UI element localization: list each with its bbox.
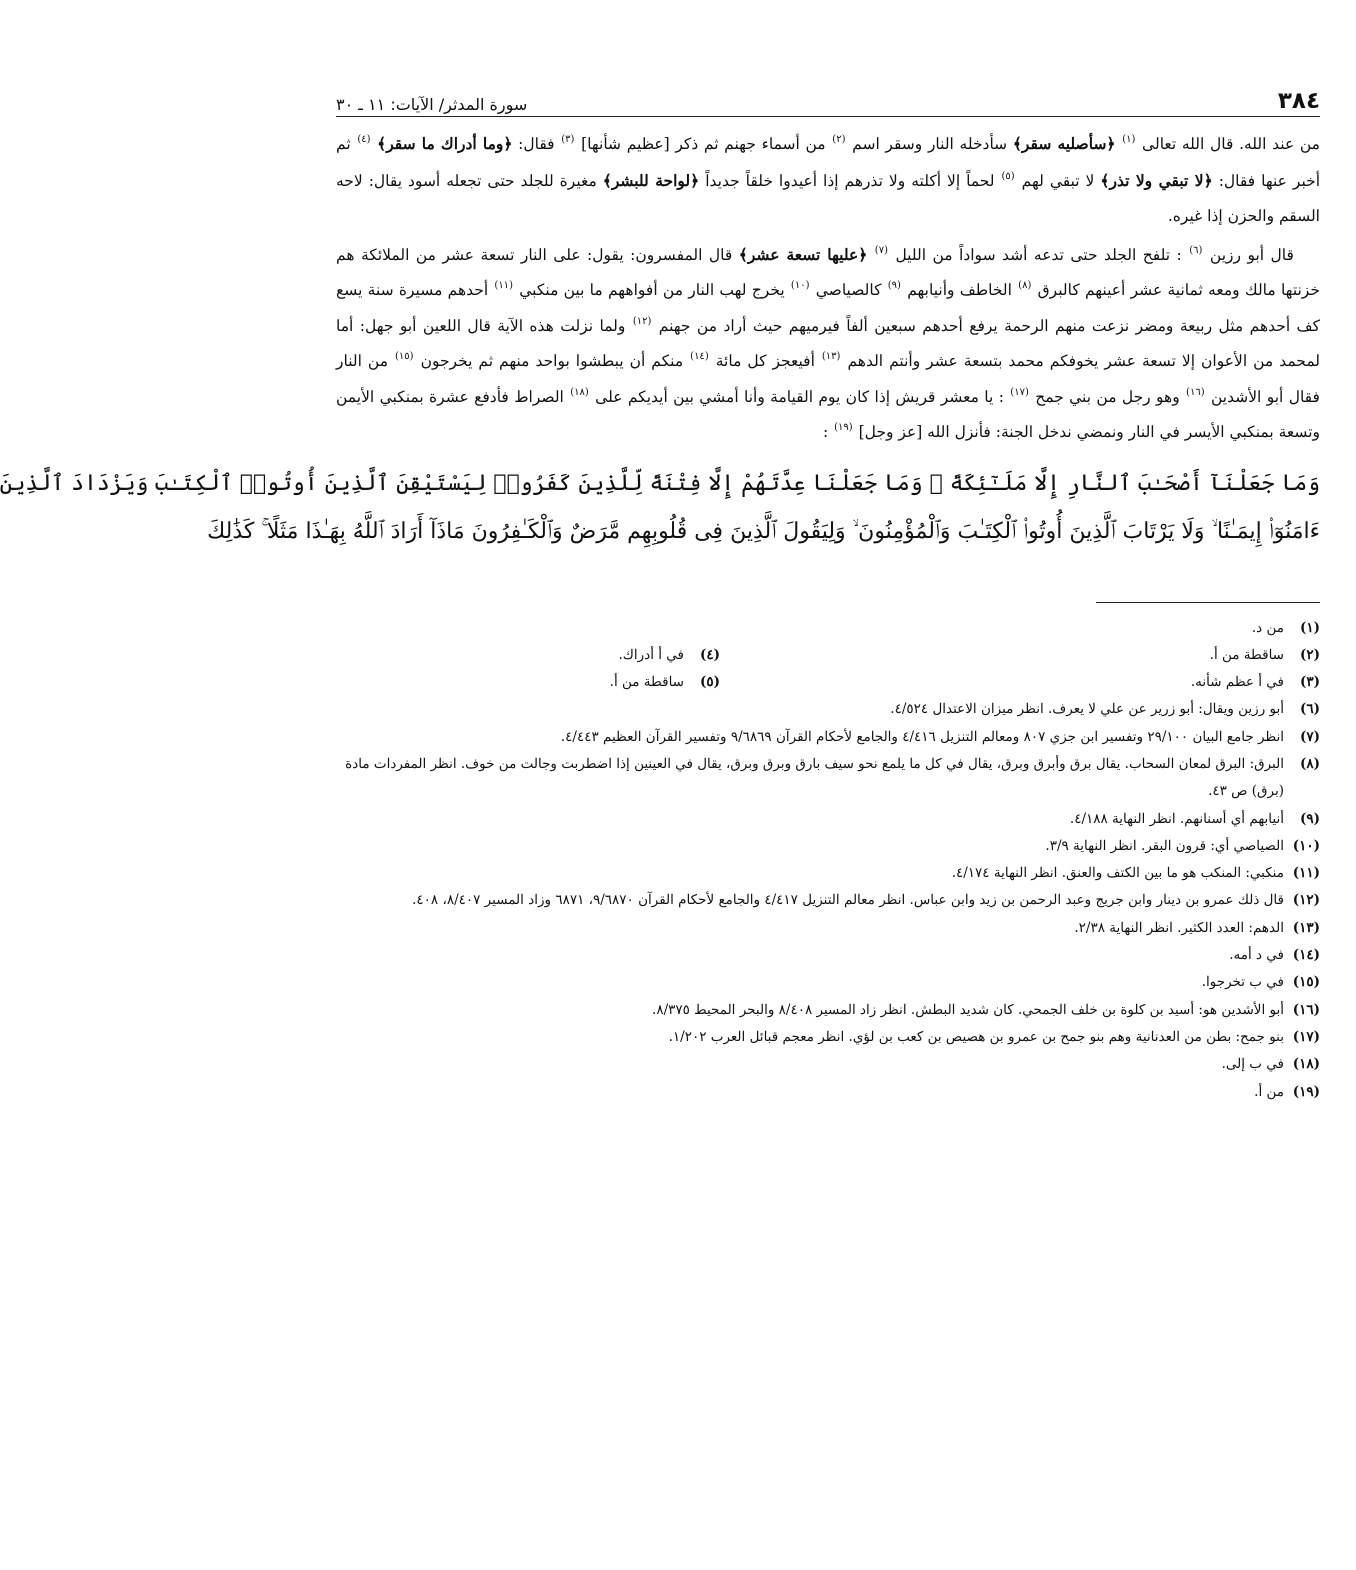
footnote-pair — [336, 642, 1320, 669]
running-header — [336, 84, 1320, 114]
footnote — [336, 942, 1320, 969]
footnote-ref[interactable]: (٤) — [357, 134, 371, 145]
footnote-rule — [1096, 602, 1320, 603]
footnote — [336, 806, 1320, 833]
footnote — [336, 751, 1320, 806]
footnote-number: (١) — [1299, 619, 1320, 636]
footnote-text: الدهم: العدد الكثير. انظر النهاية ٢/٣٨. — [1074, 919, 1284, 936]
footnote-text: ساقطة من أ. — [609, 674, 684, 691]
text-span: ثم أخبر عنها فقال: — [336, 135, 1321, 190]
footnote-list — [336, 696, 1320, 1105]
footnote — [720, 669, 1320, 696]
footnote — [336, 887, 1320, 914]
footnote-text: أنيابهم أي أسنانهم. انظر النهاية ٤/١٨٨. — [1069, 810, 1284, 827]
footnote-number: (١٠) — [1292, 837, 1320, 854]
footnote-text: منكبي: المنكب هو ما بين الكتف والعنق. انظر النهاية ٤/١٧٤. — [951, 865, 1284, 882]
footnote-text: أبو الأشدين هو: أسيد بن كلوة بن خلف الجمحي. كان شديد البطش. انظر زاد المسير ٨/٤٠٨ والبحر المحيط ٨/٣٧٥. — [652, 1001, 1284, 1018]
quran-verse — [0, 460, 1320, 556]
footnotes — [336, 615, 1320, 1106]
footnote-ref[interactable]: (١١) — [494, 280, 513, 291]
quran-line-1: وَمَا جَعَلْنَآ أَصْحَـٰبَ ٱلنَّارِ إِلَّا مَلَـٰٓئِكَةً ۙ وَمَا جَعَلْنَا عِدَّتَهُمْ إِلَّا فِتْنَةً لِّلَّذِينَ كَفَرُوا۟ لِيَسْتَيْقِنَ ٱلَّذِينَ أُوتُوا۟ ٱلْكِتَـٰبَ وَيَزْدَادَ ٱلَّذِينَ — [0, 470, 1320, 496]
text-span: الصراط فأدفع عشرة بمنكبي الأيمن وتسعة بمنكبي الأيسر في النار ونمضي ندخل الجنة: فأنزل الله [عز وجل] — [336, 387, 1320, 441]
running-title: سورة المدثر/ الآيات: ١١ ـ ٣٠ — [336, 95, 528, 114]
quran-quote: ﴿وما أدراك ما سقر﴾ — [377, 134, 513, 153]
footnote-number: (١٥) — [1292, 974, 1320, 991]
footnote-ref[interactable]: (١) — [1122, 134, 1136, 145]
footnote-number: (١٧) — [1292, 1028, 1320, 1045]
text-span: مغيرة للجلد حتى تجعله أسود يقال: لاحه السقم والحزن إذا غيره. — [336, 171, 1320, 225]
quran-quote: ﴿لا تبقي ولا تذر﴾ — [1100, 170, 1213, 190]
footnote-ref[interactable]: (٧) — [874, 244, 888, 256]
footnote-ref[interactable]: (١٥) — [395, 351, 414, 362]
quran-quote: ﴿لواحة للبشر﴾ — [602, 170, 700, 190]
text-span: الخاطف وأنيابهم — [907, 281, 1012, 299]
footnote — [336, 615, 1320, 642]
text-span: قال المفسرون: يقول: على النار تسعة عشر من الملائكة هم خزنتها مالك ومعه ثمانية عشر أعينهم كالبرق — [336, 245, 1320, 299]
footnote — [336, 833, 1320, 860]
footnote — [336, 969, 1320, 996]
text-span: أحدهم مسيرة سنة يسع كف أحدهم مثل ربيعة ومضر نزعت منهم الرحمة يرفع أحدهم سبعين ألفاً فيرميهم حيث أراد من جهنم — [336, 281, 1320, 335]
footnote-ref[interactable]: (٢) — [832, 134, 846, 145]
footnote-number: (١٤) — [1292, 947, 1320, 964]
footnote-number: (٦) — [1299, 701, 1320, 718]
footnote-number: (٩) — [1299, 810, 1320, 827]
footnote — [336, 642, 720, 669]
header-rule — [336, 116, 1320, 117]
footnote-text: قال ذلك عمرو بن دينار وابن جريج وعبد الرحمن بن زيد وابن عباس. انظر معالم التنزيل ٤/٤١٧ والجامع لأحكام القرآن ٩/٦٨٧٠، ٦٨٧١ وزاد المسير ٨/٤٠٧، ٤٠٨. — [412, 892, 1284, 909]
footnote — [720, 642, 1320, 669]
footnote-ref[interactable]: (١٢) — [632, 315, 652, 327]
footnote-ref[interactable]: (١٤) — [690, 351, 709, 362]
text-span: يخرج لهب النار من أفواههم ما بين منكبي — [519, 281, 785, 299]
paragraph-2 — [336, 238, 1320, 452]
footnote-ref[interactable]: (١٠) — [790, 280, 810, 291]
footnote-number: (١٢) — [1292, 892, 1320, 909]
footnote-text: بنو جمح: بطن من العدنانية وهم بنو جمح بن عمرو بن هصيص بن كعب بن لؤي. انظر معجم قبائل العرب ١/٢٠٢. — [668, 1028, 1284, 1045]
footnote-text: في ب إلى. — [1221, 1056, 1284, 1073]
quran-line-2: ءَامَنُوٓا۟ إِيمَـٰنًا ۙ وَلَا يَرْتَابَ ٱلَّذِينَ أُوتُوا۟ ٱلْكِتَـٰبَ وَٱلْمُؤْمِنُونَ ۙ وَلِيَقُولَ ٱلَّذِينَ فِى قُلُوبِهِم مَّرَضٌ وَٱلْكَـٰفِرُونَ مَاذَآ أَرَادَ ٱللَّهُ بِهَـٰذَا مَثَلًا ۚ كَذَٰلِكَ — [207, 518, 1320, 544]
footnote-text: الصياصي أي: قرون البقر. انظر النهاية ٣/٩. — [1045, 837, 1284, 854]
footnote — [336, 860, 1320, 887]
text-span: لا تبقي لهم — [1021, 171, 1095, 190]
footnote-text: في ب تخرجوا. — [1201, 974, 1284, 991]
text-span: لحماً إلا أكلته ولا تذرهم إذا أعيدوا خلقاً جديداً — [705, 171, 995, 190]
footnote-number: (١٨) — [1292, 1056, 1320, 1073]
footnote-number: (١٩) — [1292, 1083, 1320, 1100]
text-span: ولما نزلت هذه الآية قال اللعين أبو جهل: أما لمحمد من الأعوان إلا تسعة عشر يخوفكم محمد بتسعة عشر وأنتم الدهم — [336, 316, 1320, 370]
text-span: : — [822, 423, 829, 441]
text-span: : يا معشر قريش إذا كان يوم القيامة وأنا أمشي بين أيديكم على — [595, 387, 1004, 406]
text-span: كالصياصي — [815, 281, 882, 299]
main-text — [336, 127, 1320, 452]
footnote-number: (٢) — [1299, 646, 1320, 663]
footnote-text: في د أمه. — [1229, 947, 1284, 964]
quran-quote: ﴿سأصليه سقر﴾ — [1012, 134, 1116, 153]
footnote-number: (١٣) — [1292, 919, 1320, 936]
footnote — [336, 1079, 1320, 1106]
footnote-text: ساقطة من أ. — [1209, 646, 1284, 663]
footnote-number: (٧) — [1299, 728, 1320, 745]
text-span: سأدخله النار وسقر اسم — [852, 135, 1008, 153]
footnote-ref[interactable]: (٥) — [1001, 170, 1015, 182]
footnote-ref[interactable]: (١٩) — [834, 422, 853, 433]
footnote-text: من د. — [1251, 619, 1284, 636]
footnote-ref[interactable]: (٦) — [1189, 244, 1203, 256]
text-span: من النار فقال أبو الأشدين — [336, 352, 1320, 406]
footnote-ref[interactable]: (٩) — [887, 280, 901, 291]
footnote-text: في أ عظم شأنه. — [1190, 674, 1284, 691]
footnote-text: في أ أدراك. — [618, 646, 684, 663]
footnote-number: (٣) — [1299, 674, 1320, 691]
text-span: : تلفح الجلد حتى تدعه أشد سواداً من الليل — [895, 245, 1182, 264]
footnote-ref[interactable]: (١٨) — [570, 386, 589, 398]
footnote-text: انظر جامع البيان ٢٩/١٠٠ وتفسير ابن جزي ٨٠٧ ومعالم التنزيل ٤/٤١٦ والجامع لأحكام القرآن ٩/٦٨٦٩ وتفسير القرآن العظيم ٤/٤٤٣. — [560, 728, 1284, 745]
footnote-text: من أ. — [1254, 1083, 1284, 1100]
page-number: ٣٨٤ — [1277, 88, 1320, 114]
footnote — [336, 997, 1320, 1024]
quran-quote: ﴿عليها تسعة عشر﴾ — [738, 244, 868, 264]
text-span: من عند الله. قال الله تعالى — [1142, 135, 1320, 153]
text-span: قال أبو رزين — [1209, 245, 1294, 264]
text-span: منكم أن يبطشوا بواحد منهم ثم يخرجون — [420, 352, 684, 370]
text-span: أفيعجز كل مائة — [715, 352, 815, 370]
text-span: فقال: — [518, 135, 555, 153]
footnote-text: أبو رزين ويقال: أبو زرير عن علي لا يعرف. انظر ميزان الاعتدال ٤/٥٢٤. — [890, 701, 1284, 718]
footnote-ref[interactable]: (١٧) — [1010, 386, 1029, 398]
footnote-pair — [336, 669, 1320, 696]
footnote — [336, 1051, 1320, 1078]
text-span: من أسماء جهنم ثم ذكر [عظيم شأنها] — [581, 135, 826, 153]
footnote — [336, 915, 1320, 942]
footnote-number: (٥) — [699, 674, 720, 691]
footnote — [336, 669, 720, 696]
footnote — [336, 724, 1320, 751]
footnote — [336, 696, 1320, 723]
footnote — [336, 1024, 1320, 1051]
footnote-ref[interactable]: (١٣) — [821, 351, 841, 362]
footnote-number: (١٦) — [1292, 1001, 1320, 1018]
footnote-ref[interactable]: (١٦) — [1186, 386, 1205, 398]
footnote-number: (٤) — [699, 646, 720, 663]
footnote-ref[interactable]: (٨) — [1018, 280, 1032, 291]
paragraph-1 — [336, 127, 1320, 234]
text-span: وهو رجل من بني جمح — [1035, 387, 1180, 406]
footnote-number: (١١) — [1292, 865, 1320, 882]
page — [0, 84, 1321, 1106]
footnote-ref[interactable]: (٣) — [561, 134, 575, 145]
footnote-text: البرق: البرق لمعان السحاب. يقال برق وأبرق وبرق، يقال في كل ما يلمع نحو سيف بارق وبرق وبرق، يقال في العينين إذا اضطربت وجالت من خوف. انظر المفردات مادة (برق) ص ٤٣. — [345, 755, 1284, 800]
footnote-number: (٨) — [1299, 755, 1320, 772]
